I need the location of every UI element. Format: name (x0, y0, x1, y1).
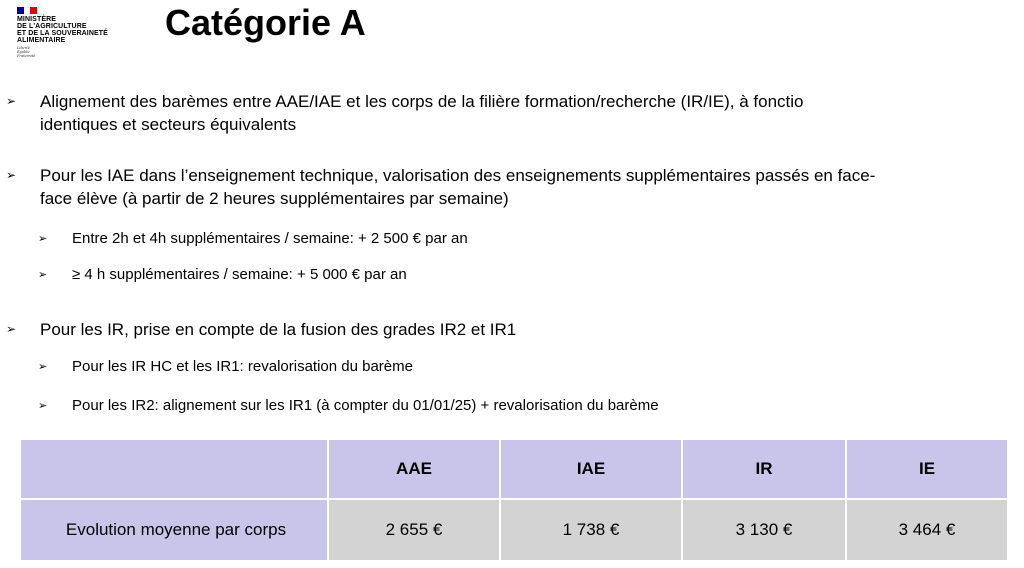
bullet-line: Pour les IR, prise en compte de la fusion des grades IR2 et IR1 (40, 320, 517, 339)
bullet-ir-fusion (6, 318, 517, 341)
table-header-cell: AAE (329, 440, 499, 498)
table-cell: 3 464 € (847, 500, 1007, 560)
arrowhead-bullet-icon: ➢ (38, 233, 48, 245)
table-header-row (21, 440, 1007, 498)
arrowhead-bullet-icon: ➢ (6, 94, 17, 108)
motto-line: Égalité (17, 50, 30, 54)
page-title: Catégorie A (165, 2, 366, 43)
bullet-iae-teaching (6, 164, 876, 210)
bullet-line: identiques et secteurs équivalents (40, 115, 297, 134)
table-cell: 1 738 € (501, 500, 681, 560)
table-header-cell: IAE (501, 440, 681, 498)
arrowhead-bullet-icon: ➢ (6, 322, 17, 336)
table-header-cell (21, 440, 327, 498)
ministry-name-line: ALIMENTAIRE (17, 37, 66, 44)
bullet-alignment (6, 90, 804, 136)
table-header-cell: IR (683, 440, 845, 498)
table-cell: 3 130 € (683, 500, 845, 560)
sub-bullet-2h-4h (38, 229, 468, 249)
motto-line: Liberté (17, 46, 30, 50)
french-flag-icon (17, 7, 37, 14)
sub-bullet-text: Pour les IR HC et les IR1: revalorisation du barème (72, 358, 413, 375)
table-row-label: Evolution moyenne par corps (21, 500, 327, 560)
ministry-name-line: MINISTÈRE (17, 16, 57, 23)
ministry-name-line: ET DE LA SOUVERAINETÉ (17, 30, 108, 37)
sub-bullet-ir2 (38, 396, 659, 416)
sub-bullet-ir-hc (38, 357, 413, 377)
arrowhead-bullet-icon: ➢ (38, 269, 48, 281)
sub-bullet-4h-plus (38, 265, 407, 285)
arrowhead-bullet-icon: ➢ (38, 400, 48, 412)
ministry-logo (17, 7, 142, 58)
motto-line: Fraternité (17, 54, 36, 58)
evolution-table (19, 438, 1009, 562)
bullet-line: Alignement des barèmes entre AAE/IAE et les corps de la filière formation/recherche (IR/IE), à fonctio (40, 92, 804, 111)
bullet-line: Pour les IAE dans l’enseignement technique, valorisation des enseignements supplémentaires passés en face- (40, 166, 876, 185)
table-cell: 2 655 € (329, 500, 499, 560)
ministry-name (17, 16, 142, 44)
bullet-line: face élève (à partir de 2 heures supplémentaires par semaine) (40, 189, 509, 208)
republic-motto (17, 46, 142, 58)
arrowhead-bullet-icon: ➢ (38, 361, 48, 373)
flag-blue-stripe (17, 7, 24, 14)
flag-white-stripe (24, 7, 31, 14)
sub-bullet-text: ≥ 4 h supplémentaires / semaine: + 5 000 € par an (72, 266, 407, 283)
sub-bullet-text: Pour les IR2: alignement sur les IR1 (à compter du 01/01/25) + revalorisation du barème (72, 397, 659, 414)
table-row (21, 500, 1007, 560)
arrowhead-bullet-icon: ➢ (6, 168, 17, 182)
sub-bullet-text: Entre 2h et 4h supplémentaires / semaine: + 2 500 € par an (72, 230, 468, 247)
ministry-name-line: DE L'AGRICULTURE (17, 23, 87, 30)
table-header-cell: IE (847, 440, 1007, 498)
flag-red-stripe (30, 7, 37, 14)
